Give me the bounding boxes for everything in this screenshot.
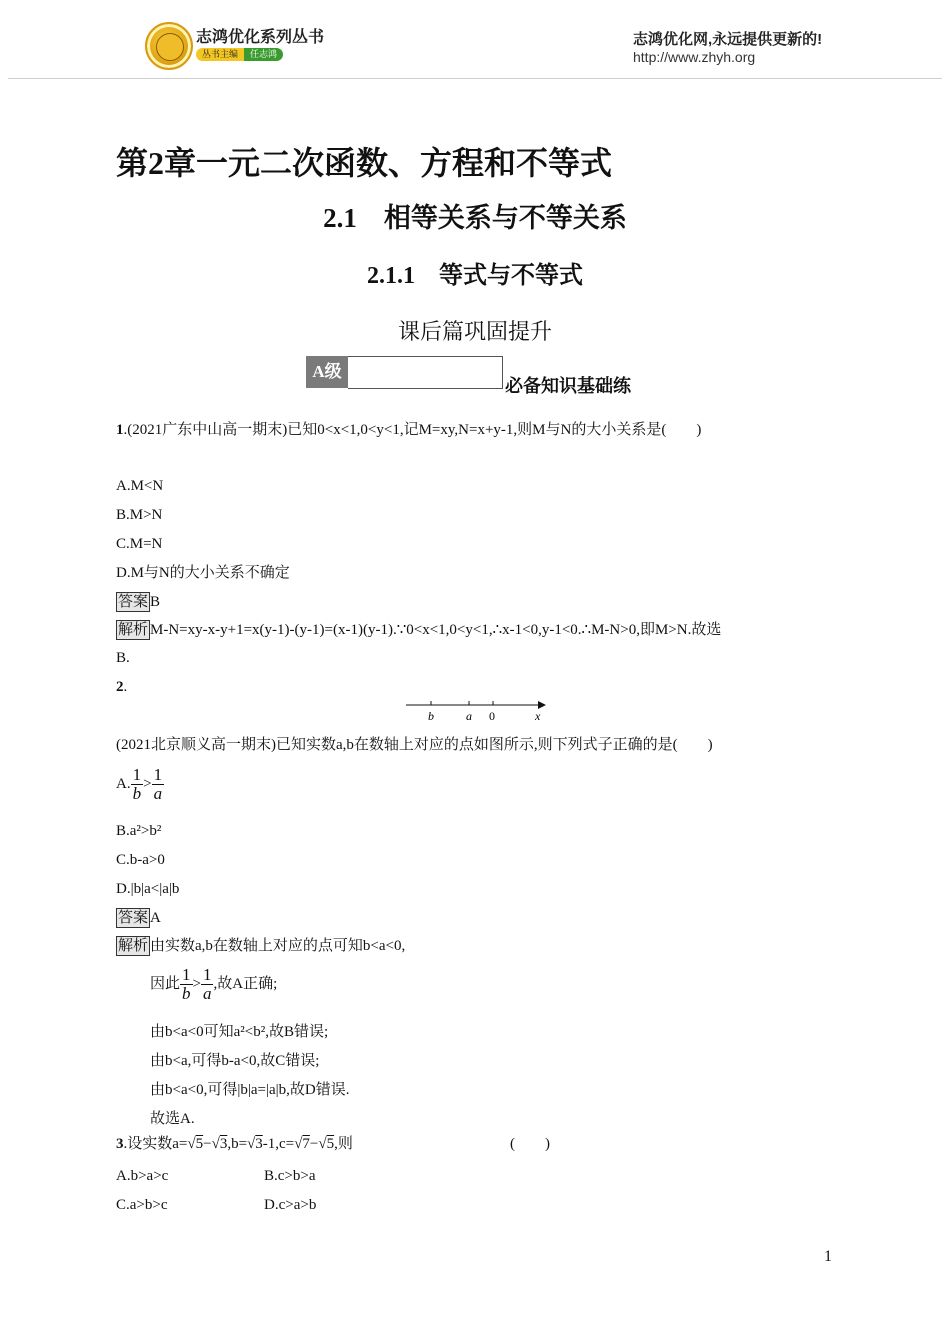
header-divider: [8, 78, 942, 79]
q1-analysis-text: M-N=xy-x-y+1=x(y-1)-(y-1)=(x-1)(y-1).∵0<x<1,0<y<1,∴x-1<0,y-1<0.∴M-N>0,即M>N.故选: [150, 622, 722, 638]
analysis-tag: 解析: [118, 938, 149, 954]
q3-option-d: D.c>a>b: [264, 1197, 317, 1213]
series-title: 志鸿优化系列丛书: [196, 29, 325, 46]
q2-analysis: 解析 由实数a,b在数轴上对应的点可知b<a<0,: [118, 938, 406, 954]
q3-paren: ( ): [510, 1136, 550, 1152]
answer-tag: 答案: [118, 594, 149, 610]
q3-option-b: B.c>b>a: [264, 1168, 316, 1184]
q1-answer: [116, 592, 160, 612]
q2-analysis-line3: 由b<a<0可知a²<b²,故B错误;: [150, 1024, 329, 1040]
analysis-tag: 解析: [118, 622, 149, 638]
site-slogan: 志鸿优化网,永远提供更新的!: [633, 31, 823, 48]
q2-answer: 答案 A: [118, 910, 161, 926]
q2-number: 2.: [116, 679, 128, 695]
editor-name: 任志鸿: [244, 48, 283, 61]
q2-analysis-line2: 因此 $\frac{1}{b}$ > $\frac{1}{a}$ ,故A正确;: [150, 965, 278, 1003]
section-title: 2.1 相等关系与不等关系: [323, 203, 627, 233]
series-logo: [145, 22, 193, 70]
q1-option-c: C.M=N: [116, 536, 163, 552]
axis-label-b: b: [428, 709, 434, 723]
axis-label-x: x: [535, 709, 541, 723]
answer-tag: 答案: [118, 910, 149, 926]
q1-number: 1: [116, 422, 124, 438]
subsection-title: 2.1.1 等式与不等式: [367, 263, 583, 289]
axis-label-a: a: [466, 709, 472, 723]
q1-analysis: [116, 620, 721, 640]
editor-label: 丛书主编: [196, 48, 244, 61]
practice-title: 课后篇巩固提升: [397, 319, 552, 344]
frac-1-over-b: $\frac{1}{b}$: [132, 765, 142, 803]
editor-pill: [196, 48, 283, 61]
q3-option-c: C.a>b>c: [116, 1197, 168, 1213]
q1-analysis-end: B.: [116, 650, 130, 666]
q2-stem: (2021北京顺义高一期末)已知实数a,b在数轴上对应的点如图所示,则下列式子正确的是( ): [116, 737, 713, 753]
q2-option-b: B.a²>b²: [116, 823, 162, 839]
q1-option-d: D.M与N的大小关系不确定: [116, 565, 290, 581]
frac-1-over-a: $\frac{1}{a}$: [153, 765, 163, 803]
number-line-arrow: [538, 701, 546, 709]
q2-option-c: C.b-a>0: [116, 852, 165, 868]
q3-stem: 3.设实数a=√5−√3,b=√3-1,c=√7−√5,则: [116, 1136, 353, 1152]
q1-stem-text: .(2021广东中山高一期末)已知0<x<1,0<y<1,记M=xy,N=x+y-1,则M与N的大小关系是( ): [123, 422, 702, 438]
q2-option-a: A. $\frac{1}{b}$ > $\frac{1}{a}$: [116, 765, 163, 803]
number-line-figure: [400, 696, 550, 724]
chapter-title: 第2章一元二次函数、方程和不等式: [116, 145, 613, 181]
q2-option-d: D.|b|a<|a|b: [116, 881, 180, 897]
q2-analysis-line5: 由b<a<0,可得|b|a=|a|b,故D错误.: [150, 1082, 350, 1098]
q1-option-b: B.M>N: [116, 507, 163, 523]
axis-label-0: 0: [489, 709, 495, 723]
q1-option-a: A.M<N: [116, 478, 164, 494]
q1-stem: [116, 420, 701, 440]
level-text: 必备知识基础练: [505, 376, 631, 396]
level-frame: [348, 356, 503, 389]
q2-analysis-line6: 故选A.: [150, 1111, 195, 1127]
page-number: 1: [824, 1248, 832, 1265]
q2-analysis-line4: 由b<a,可得b-a<0,故C错误;: [150, 1053, 320, 1069]
level-badge: A级: [306, 356, 348, 388]
q3-option-a: A.b>a>c: [116, 1168, 169, 1184]
q1-answer-value: B: [150, 594, 161, 610]
site-url[interactable]: http://www.zhyh.org: [633, 49, 756, 65]
